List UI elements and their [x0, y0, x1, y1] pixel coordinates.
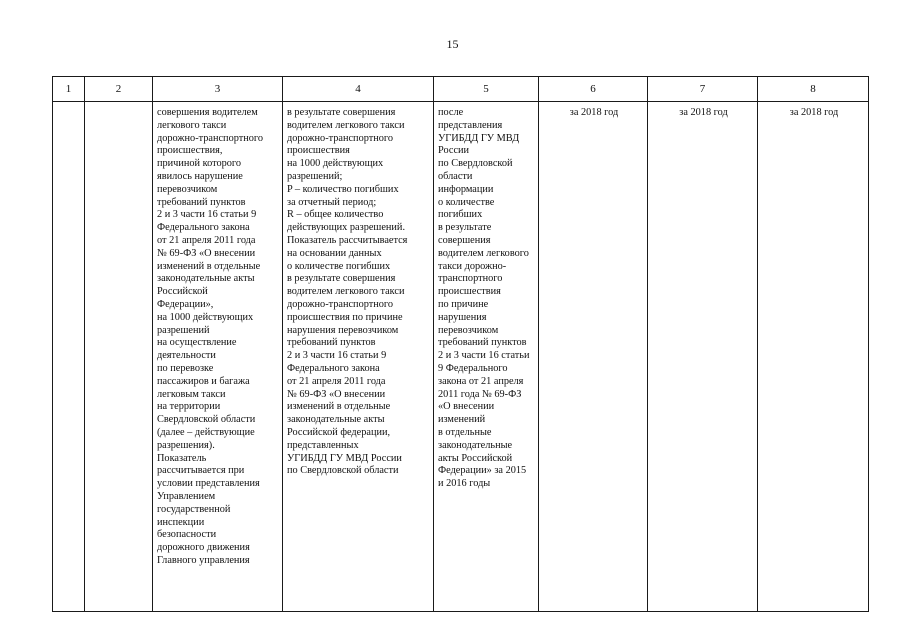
cell-text-line: перевозчиком: [157, 183, 218, 195]
cell-text-line: требований пунктов: [438, 337, 527, 349]
column-header-7: 7: [648, 77, 758, 102]
cell-text-line: разрешения).: [157, 439, 215, 451]
cell-text-line: изменений в отдельные: [287, 401, 391, 413]
cell-text-line: действующих разрешений.: [287, 222, 406, 234]
cell-text-line: Показатель: [157, 452, 207, 464]
cell-text-line: разрешений;: [287, 170, 343, 182]
cell-text-line: № 69-ФЗ «О внесении: [287, 388, 386, 400]
cell-text-line: водителем легкового: [438, 247, 529, 259]
cell-text-line: Федерации» за 2015: [438, 465, 527, 477]
cell-col-6: за 2018 год: [539, 102, 648, 612]
cell-text-line: Управлением: [157, 490, 216, 502]
cell-text-line: «О внесении: [438, 401, 495, 413]
cell-text-line: водителем легкового такси: [287, 286, 405, 298]
cell-text-line: изменений в отдельные: [157, 260, 261, 272]
cell-text-line: происшествия: [438, 286, 501, 298]
cell-text-line: легковым такси: [157, 388, 226, 400]
cell-text-line: P – количество погибших: [287, 183, 399, 195]
cell-text-line: России: [438, 145, 470, 157]
cell-col-2: [85, 102, 153, 612]
column-header-6: 6: [539, 77, 648, 102]
cell-text-line: после: [438, 107, 464, 118]
cell-text-line: водителем легкового такси: [287, 119, 405, 131]
cell-col-8: за 2018 год: [758, 102, 869, 612]
cell-text-line: дорожно-транспортного: [287, 298, 394, 310]
cell-text-line: требований пунктов: [157, 196, 246, 208]
cell-text-line: происшествия,: [157, 145, 223, 157]
cell-text-line: по Свердловской: [438, 158, 513, 170]
cell-text-line: рассчитывается при: [157, 465, 245, 477]
cell-text-line: по Свердловской области: [287, 465, 399, 477]
cell-text-line: такси дорожно-: [438, 260, 507, 272]
cell-text-line: на 1000 действующих: [287, 158, 384, 170]
cell-text-line: области: [438, 170, 473, 182]
cell-text-line: Главного управления: [157, 554, 250, 566]
cell-col-3: [153, 102, 283, 612]
cell-text-line: Федерального закона: [157, 222, 250, 234]
cell-text-line: 2011 года № 69-ФЗ: [438, 388, 522, 400]
cell-text-line: безопасности: [157, 529, 217, 541]
column-header-5: 5: [434, 77, 539, 102]
cell-text-line: в результате совершения: [287, 273, 396, 285]
cell-text-line: изменений: [438, 414, 486, 426]
cell-text-line: законодательные акты: [157, 273, 255, 285]
cell-text-line: Федерального закона: [287, 362, 380, 374]
cell-text-line: разрешений: [157, 324, 210, 336]
cell-text-line: от 21 апреля 2011 года: [157, 234, 256, 246]
cell-text-line: 9 Федерального: [438, 362, 508, 374]
cell-col-1: [53, 102, 85, 612]
cell-text-line: транспортного: [438, 273, 503, 285]
cell-text-line: представления: [438, 119, 503, 131]
cell-text-line: нарушения перевозчиком: [287, 324, 399, 336]
cell-text-line: на основании данных: [287, 247, 382, 259]
cell-text-line: деятельности: [157, 350, 216, 362]
column-header-3: 3: [153, 77, 283, 102]
cell-text-line: о количестве: [438, 196, 495, 208]
cell-col-5: [434, 102, 539, 612]
indicator-table: [52, 76, 869, 612]
cell-text-line: 2 и 3 части 16 статьи 9: [157, 209, 257, 221]
table-row: [53, 102, 869, 612]
cell-text-line: причиной которого: [157, 158, 242, 170]
cell-text-line: Показатель рассчитывается: [287, 234, 408, 246]
cell-text-line: дорожно-транспортного: [157, 132, 264, 144]
column-header-1: 1: [53, 77, 85, 102]
cell-text-line: Российской федерации,: [287, 426, 391, 438]
cell-text-line: и 2016 годы: [438, 478, 491, 490]
cell-text-line: от 21 апреля 2011 года: [287, 375, 386, 387]
cell-text-line: законодательные акты: [287, 414, 385, 426]
cell-text-line: Федерации»,: [157, 298, 214, 310]
cell-text-line: УГИБДД ГУ МВД: [438, 132, 520, 144]
cell-text-line: в отдельные: [438, 426, 492, 438]
cell-text-line: по перевозке: [157, 362, 214, 374]
cell-col-4: [283, 102, 434, 612]
cell-text-line: законодательные: [438, 439, 513, 451]
cell-text-line: погибших: [438, 209, 483, 221]
header-row: [53, 77, 869, 102]
cell-text-line: 2 и 3 части 16 статьи: [438, 350, 530, 362]
cell-text-line: пассажиров и багажа: [157, 375, 250, 387]
cell-text-line: совершения водителем: [157, 107, 258, 118]
cell-text-line: Российской: [157, 286, 208, 298]
cell-text-line: на осуществление: [157, 337, 237, 349]
cell-text-line: требований пунктов: [287, 337, 376, 349]
cell-text-line: в результате: [438, 222, 492, 234]
cell-text-line: государственной: [157, 503, 231, 515]
cell-text-line: (далее – действующие: [157, 426, 255, 438]
cell-text-line: по причине: [438, 298, 489, 310]
cell-text-line: на 1000 действующих: [157, 311, 254, 323]
cell-text-line: условии представления: [157, 478, 260, 490]
cell-text-line: УГИБДД ГУ МВД России: [287, 452, 402, 464]
cell-text-line: дорожного движения: [157, 542, 250, 554]
cell-text-line: за отчетный период;: [287, 196, 377, 208]
column-header-8: 8: [758, 77, 869, 102]
cell-col-7: за 2018 год: [648, 102, 758, 612]
cell-text-line: информации: [438, 183, 494, 195]
cell-text-line: совершения: [438, 234, 491, 246]
cell-text-line: акты Российской: [438, 452, 513, 464]
cell-text-line: явилось нарушение: [157, 170, 243, 182]
cell-text-line: закона от 21 апреля: [438, 375, 524, 387]
column-header-2: 2: [85, 77, 153, 102]
cell-text-line: R – общее количество: [287, 209, 384, 221]
column-header-4: 4: [283, 77, 434, 102]
cell-text-line: перевозчиком: [438, 324, 499, 336]
cell-text-line: Свердловской области: [157, 414, 256, 426]
cell-text-line: № 69-ФЗ «О внесении: [157, 247, 256, 259]
cell-text-line: легкового такси: [157, 119, 227, 131]
cell-text-line: происшествия по причине: [287, 311, 403, 323]
cell-text-line: дорожно-транспортного: [287, 132, 394, 144]
cell-text-line: о количестве погибших: [287, 260, 391, 272]
cell-text-line: в результате совершения: [287, 107, 396, 118]
page-number: 15: [446, 37, 459, 51]
cell-text-line: на территории: [157, 401, 221, 413]
cell-text-line: происшествия: [287, 145, 350, 157]
cell-text-line: 2 и 3 части 16 статьи 9: [287, 350, 387, 362]
cell-text-line: нарушения: [438, 311, 487, 323]
cell-text-line: представленных: [287, 439, 359, 451]
cell-text-line: инспекции: [157, 516, 205, 528]
